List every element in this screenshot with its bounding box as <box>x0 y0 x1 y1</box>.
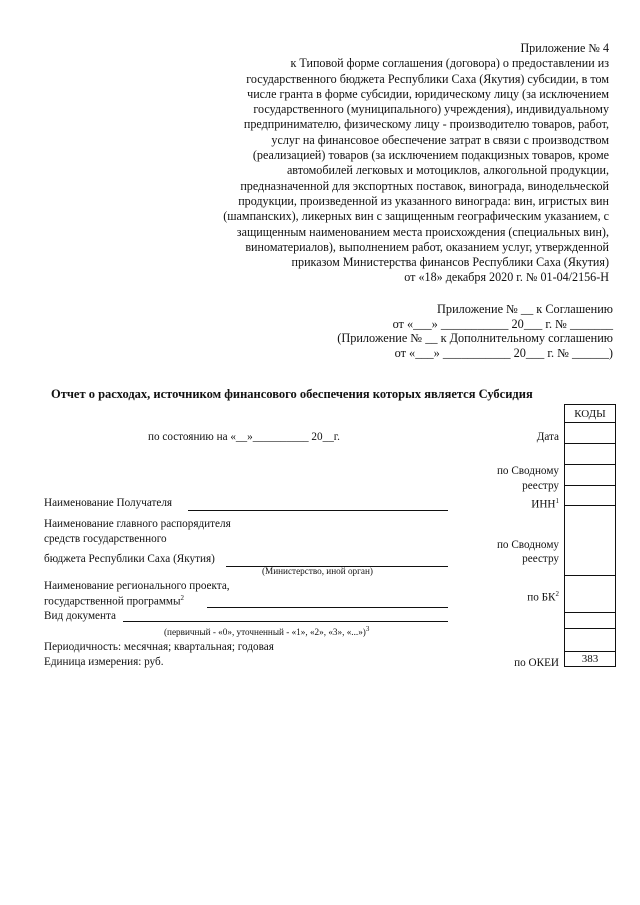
code-okei-value: 383 <box>565 652 616 667</box>
doc-type-caption: (первичный - «0», уточненный - «1», «2», «3», «...»)$^3$ <box>164 625 370 638</box>
agreement-line-1: Приложение № __ к Соглашению <box>437 302 613 316</box>
bk-label: по $БК^2$ <box>527 590 559 604</box>
codes-header: КОДЫ <box>565 405 616 423</box>
agreement-line-2: от «___» ___________ 20___ г. № _______ <box>392 317 613 331</box>
code-doc-type-cell[interactable] <box>565 613 616 629</box>
doc-type-field-line[interactable] <box>123 621 448 622</box>
appendix-line: числе гранта в форме субсидии, юридическому лицу (за исключением <box>247 86 609 101</box>
report-title: Отчет о расходах, источником финансового обеспечения которых является Субсидия <box>51 387 533 401</box>
code-gr-registry-cell[interactable] <box>565 506 616 576</box>
inn-label: ИНН$^1$ <box>531 497 559 511</box>
code-registry-cell-2[interactable] <box>565 465 616 486</box>
unit-of-measure: Единица измерения: руб. <box>44 656 164 668</box>
appendix-line: государственного бюджета Республики Саха (Якутия) субсидии, в том <box>246 71 609 86</box>
appendix-line: предпринимателю, физическому лицу - производителю товаров, работ, <box>243 117 609 132</box>
recipient-field-line[interactable] <box>188 510 448 511</box>
appendix-line: предназначенной для экспортных поставок, винограда, винодельческой <box>240 178 609 193</box>
appendix-line: (шампанских), ликерных вин с защищенным географическим указанием, с <box>223 209 609 224</box>
project-label-1: Наименование регионального проекта, <box>44 580 230 592</box>
code-bk-cell[interactable] <box>565 576 616 613</box>
date-label: Дата <box>536 431 559 443</box>
appendix-line: Приложение № 4 <box>520 41 609 55</box>
gr-label-1: Наименование главного распорядителя <box>44 518 231 530</box>
appendix-line: автомобилей легковых и мотоциклов, алкогольной продукции, <box>286 163 609 178</box>
appendix-header <box>189 41 609 286</box>
codes-table <box>564 404 616 667</box>
appendix-line: приказом Министерства финансов Республики Саха (Якутия) <box>291 255 609 270</box>
registry-label-2b: реестру <box>522 553 559 565</box>
doc-type-label: Вид документа <box>44 610 116 622</box>
agreement-line-3: (Приложение № __ к Дополнительному соглашению <box>337 331 613 345</box>
appendix-line: (реализацией) товаров (за исключением подакцизных товаров, кроме <box>252 148 609 163</box>
registry-label-2a: по Сводному <box>496 539 559 551</box>
as-of-date: по состоянию на «__»__________ 20__г. <box>148 431 340 443</box>
recipient-label: Наименование Получателя <box>44 497 173 509</box>
appendix-line: от «18» декабря 2020 г. № 01-04/2156-Н <box>404 270 609 285</box>
code-registry-cell[interactable] <box>565 444 616 465</box>
appendix-line: услуг на финансовое обеспечение затрат в связи с производством <box>271 132 609 147</box>
agreement-line-4: от «___» ___________ 20___ г. № ______) <box>394 346 613 360</box>
code-date-cell[interactable] <box>565 423 616 444</box>
appendix-line: к Типовой форме соглашения (договора) о предоставлении из <box>290 56 609 71</box>
appendix-line: государственного (муниципального) учреждения), индивидуальному <box>253 102 609 117</box>
registry-label-1a: по Сводному <box>496 465 559 477</box>
code-empty-cell[interactable] <box>565 629 616 652</box>
appendix-line: защищенным наименованием места происхождения (специальных вин), <box>236 224 609 239</box>
registry-label-1b: реестру <box>522 480 559 492</box>
project-field-line[interactable] <box>207 607 448 608</box>
appendix-line: виноматериалов), выполнением работ, оказанием услуг, утвержденной <box>245 239 609 254</box>
gr-caption: (Министерство, иной орган) <box>262 566 373 576</box>
okei-label: по ОКЕИ <box>514 657 559 669</box>
gr-label-3: бюджета Республики Саха (Якутия) <box>44 553 215 565</box>
project-label-2: государственной программы$^2$ <box>44 594 185 608</box>
appendix-line: продукции, произведенной из указанного винограда: вин, игристых вин <box>238 193 609 208</box>
periodicity: Периодичность: месячная; квартальная; годовая <box>44 641 274 653</box>
gr-label-2: средств государственного <box>44 533 167 545</box>
code-inn-cell[interactable] <box>565 486 616 506</box>
